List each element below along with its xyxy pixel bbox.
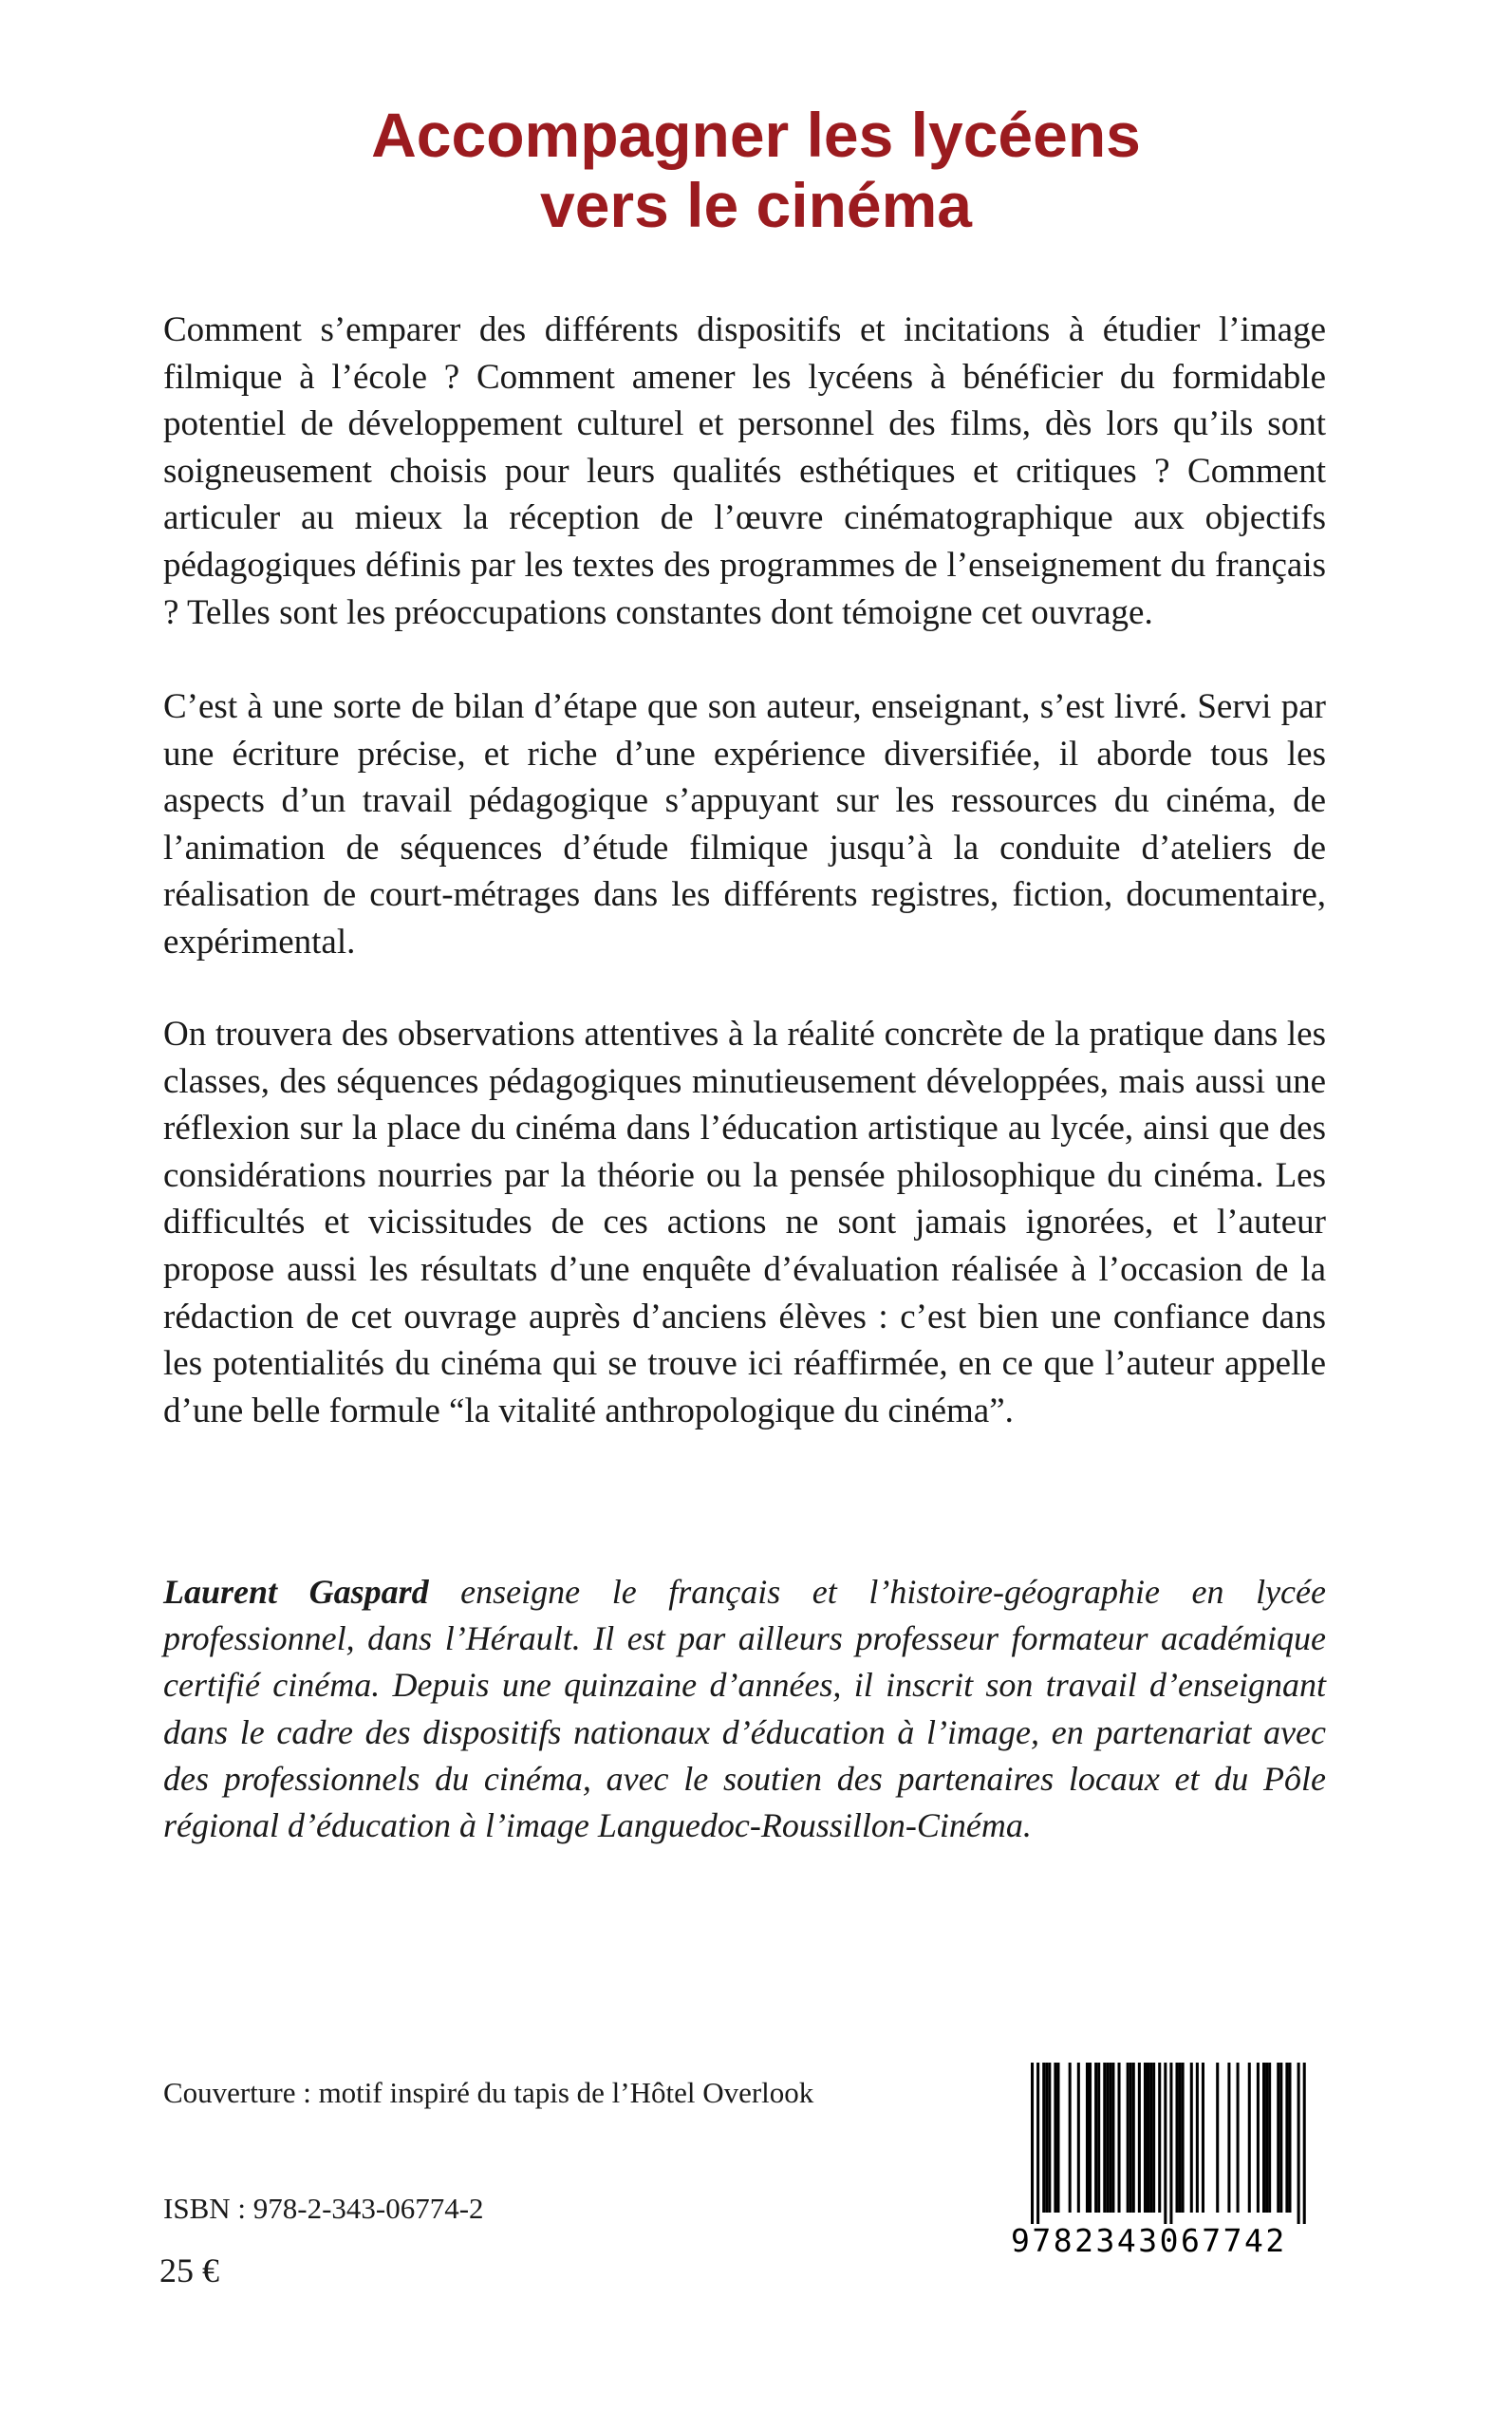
barcode-bar [1111, 2063, 1114, 2213]
summary-paragraph-3: On trouvera des observations attentives à la réalité concrète de la pratique dans les classes, des séquences pédagogiques minutieusement développées, mais aussi une réflexion sur la place du cinéma dans l’éducation artistique au lycée, ainsi que des considérations nourries par la théorie ou la pensée philosophique du cinéma. Les difficultés et vicissitudes de ces actions ne sont jamais ignorées, et l’auteur propose aussi les résultats d’une enquête d’évaluation réalisée à l’occasion de la rédaction de cet ouvrage auprès d’anciens élèves : c’est bien une confiance dans les potentialités du cinéma qui se trouve ici réaffirmée, en ce que l’auteur appelle d’une belle formule “la vitalité anthropologique du cinéma”. [163, 1015, 1326, 1430]
barcode-bar [1285, 2063, 1288, 2213]
barcode-bar [1279, 2063, 1282, 2213]
barcode-bar [1237, 2063, 1240, 2213]
barcode-bar [1288, 2063, 1291, 2213]
isbn: ISBN : 978-2-343-06774-2 [163, 2192, 484, 2225]
barcode-bar [1103, 2063, 1106, 2213]
barcode-guard-bar [1303, 2063, 1306, 2224]
barcode-bar [1045, 2063, 1048, 2213]
barcode-bar [1056, 2063, 1059, 2213]
barcode [1011, 2063, 1324, 2264]
barcode-bar [1069, 2063, 1072, 2213]
book-title-line-2: vers le cinéma [540, 170, 972, 240]
barcode-bar [1227, 2063, 1230, 2213]
barcode-guard-bar [1036, 2063, 1039, 2224]
barcode-bars [1011, 2063, 1324, 2224]
barcode-bar [1196, 2063, 1199, 2213]
barcode-bar [1097, 2063, 1100, 2213]
barcode-bar [1106, 2063, 1109, 2213]
barcode-bar [1138, 2063, 1141, 2213]
barcode-bar [1179, 2063, 1182, 2213]
barcode-bar [1149, 2063, 1152, 2213]
barcode-bar [1152, 2063, 1155, 2213]
barcode-guard-bar [1164, 2063, 1167, 2224]
barcode-bar [1089, 2063, 1092, 2213]
barcode-bar [1144, 2063, 1147, 2213]
barcode-bar [1158, 2063, 1161, 2213]
price: 25 € [159, 2251, 219, 2289]
barcode-bar [1262, 2063, 1265, 2213]
barcode-bar [1042, 2063, 1045, 2213]
book-title [0, 100, 1512, 240]
cover-credit: Couverture : motif inspiré du tapis de l’Hôtel Overlook [163, 2076, 814, 2109]
barcode-bar [1048, 2063, 1051, 2213]
barcode-bar [1054, 2063, 1056, 2213]
barcode-bar [1202, 2063, 1204, 2213]
barcode-bar [1216, 2063, 1219, 2213]
barcode-bar [1127, 2063, 1129, 2213]
barcode-bar [1109, 2063, 1111, 2213]
barcode-bar [1190, 2063, 1193, 2213]
barcode-guard-bar [1169, 2063, 1172, 2224]
barcode-bar [1176, 2063, 1179, 2213]
barcode-guard-bar [1031, 2063, 1034, 2224]
barcode-bar [1094, 2063, 1097, 2213]
author-bio-text: enseigne le français et l’histoire-géographie en lycée professionnel, dans l’Hérault. Il est par ailleurs professeur formateur académique certifié cinéma. Depuis une quinzaine d’années, il inscrit son travail d’enseignant dans le cadre des dispositifs nationaux d’éducation à l’image, en partenariat avec des professionnels du cinéma, avec le soutien des partenaires locaux et du Pôle régional d’éducation à l’image Languedoc-Roussillon-Cinéma. [163, 1573, 1326, 1845]
barcode-bar [1265, 2063, 1268, 2213]
barcode-bar [1118, 2063, 1121, 2213]
barcode-bar [1257, 2063, 1260, 2213]
author-bio [163, 1569, 1326, 1849]
barcode-bar [1129, 2063, 1132, 2213]
barcode-bar [1077, 2063, 1080, 2213]
barcode-bar [1277, 2063, 1279, 2213]
author-name: Laurent Gaspard [163, 1573, 429, 1611]
barcode-guard-bar [1297, 2063, 1300, 2224]
barcode-bar [1147, 2063, 1149, 2213]
summary-paragraph-2: C’est à une sorte de bilan d’étape que son auteur, enseignant, s’est livré. Servi par une écriture précise, et riche d’une expérience diversifiée, il aborde tous les aspects d’un travail pédagogique s’appuyant sur les ressources du cinéma, de l’animation de séquences d’étude filmique jusqu’à la conduite d’ateliers de réalisation de court-métrages dans les différents registres, fiction, documentaire, expérimental. [163, 687, 1326, 962]
summary-paragraph-1: Comment s’emparer des différents dispositifs et incitations à étudier l’image filmique à l’école ? Comment amener les lycéens à bénéficier du formidable potentiel de développement culturel et personnel des films, dès lors qu’ils sont soigneusement choisis pour leurs qualités esthétiques et critiques ? Comment articuler au mieux la réception de l’œuvre cinématographique aux objectifs pédagogiques définis par les textes des programmes de l’enseignement du français ? Telles sont les préoccupations constantes dont témoigne cet ouvrage. [163, 310, 1326, 632]
book-title-line-1: Accompagner les lycéens [371, 100, 1141, 170]
barcode-bar [1182, 2063, 1185, 2213]
barcode-bar [1132, 2063, 1135, 2213]
barcode-bar [1248, 2063, 1251, 2213]
barcode-bar [1086, 2063, 1089, 2213]
barcode-bar [1268, 2063, 1271, 2213]
barcode-digits: 9782343067742 [1011, 2222, 1287, 2259]
